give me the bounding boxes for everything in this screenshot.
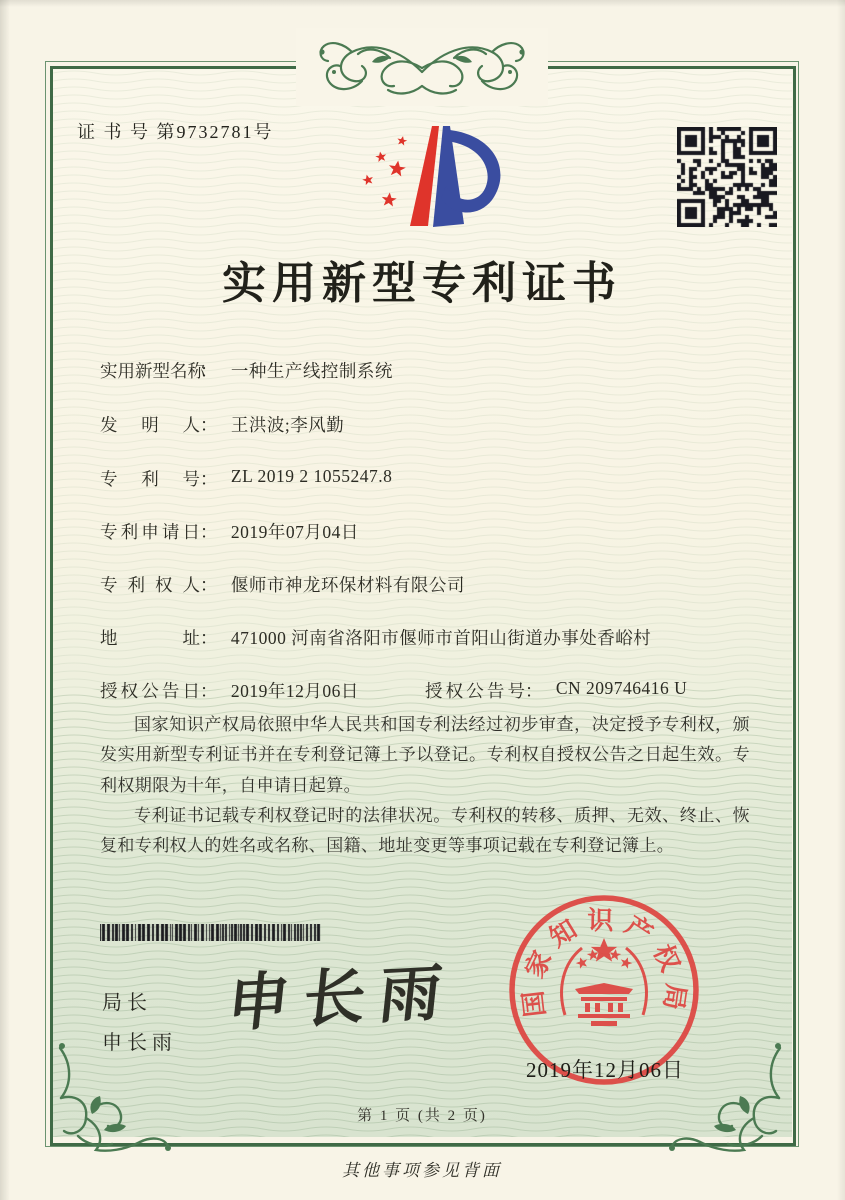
scan-edge-shadow-right [837, 0, 845, 1200]
field-grant-number: 授权公告号： CN 209746416 U [425, 678, 688, 701]
svg-text:国家知识产权局: 国家知识产权局 [517, 906, 691, 1021]
legal-paragraph-1: 国家知识产权局依照中华人民共和国专利法经过初步审查，决定授予专利权，颁发实用新型专利证书并在专利登记簿上予以登记。专利权自授权公告之日起生效。专利权期限为十年，自申请日起算。 [100, 715, 750, 795]
field-row-patent-no: 专利号： ZL 2019 2 1055247.8 [100, 466, 393, 489]
director-signature: 申长雨 [223, 958, 459, 1040]
field-value: 偃师市神龙环保材料有限公司 [230, 575, 465, 595]
certificate-title: 实用新型专利证书 [222, 259, 622, 308]
field-label: 实用新型名称 [100, 361, 205, 381]
field-value: CN 209746416 U [555, 678, 688, 698]
director-name: 申长雨 [102, 1032, 177, 1054]
scan-edge-shadow-left [0, 0, 10, 1200]
barcode [100, 924, 322, 941]
seal-date: 2019年12月06日 [526, 1058, 684, 1082]
field-value: 王洪波;李风勤 [230, 415, 345, 435]
field-row-address: 地址： 471000 河南省洛阳市偃师市首阳山街道办事处香峪村 [100, 625, 760, 650]
field-value: 一种生产线控制系统 [230, 361, 393, 381]
field-row-filing-date: 专利申请日： 2019年07月04日 [100, 519, 760, 544]
legal-text [100, 710, 750, 861]
field-label: 专利权人 [100, 575, 200, 595]
field-label: 授权公告号 [425, 681, 525, 701]
certificate-number: 证 书 号 第9732781号 [77, 122, 274, 142]
director-title-label: 局长 [102, 992, 152, 1014]
field-label: 授权公告日 [100, 681, 200, 701]
field-label: 地址 [100, 628, 200, 648]
field-row-patentee: 专利权人： 偃师市神龙环保材料有限公司 [100, 572, 760, 597]
field-value: ZL 2019 2 1055247.8 [230, 466, 393, 486]
field-label: 发明人 [100, 415, 200, 435]
field-value: 2019年07月04日 [230, 522, 359, 542]
legal-paragraph-2: 专利证书记载专利权登记时的法律状况。专利权的转移、质押、无效、终止、恢复和专利权人的姓名或名称、国籍、地址变更等事项记载在专利登记簿上。 [100, 805, 750, 855]
cnipa-logo-icon [340, 114, 515, 236]
page-number: 第 1 页 (共 2 页) [357, 1108, 487, 1124]
field-row-inventor: 发明人： 王洪波;李风勤 [100, 412, 760, 437]
field-label: 专利申请日 [100, 522, 200, 542]
field-label: 专利号 [100, 469, 200, 489]
field-value: 471000 河南省洛阳市偃师市首阳山街道办事处香峪村 [230, 628, 652, 648]
back-side-note: 其他事项参见背面 [342, 1161, 502, 1180]
scan-edge-shadow-top [0, 0, 845, 7]
field-row-name: 实用新型名称： 一种生产线控制系统 [100, 358, 760, 383]
field-row-grant-date: 授权公告日： 2019年12月06日 授权公告号： CN 209746416 U [100, 678, 688, 701]
qr-code [677, 127, 777, 227]
field-value: 2019年12月06日 [230, 681, 359, 701]
